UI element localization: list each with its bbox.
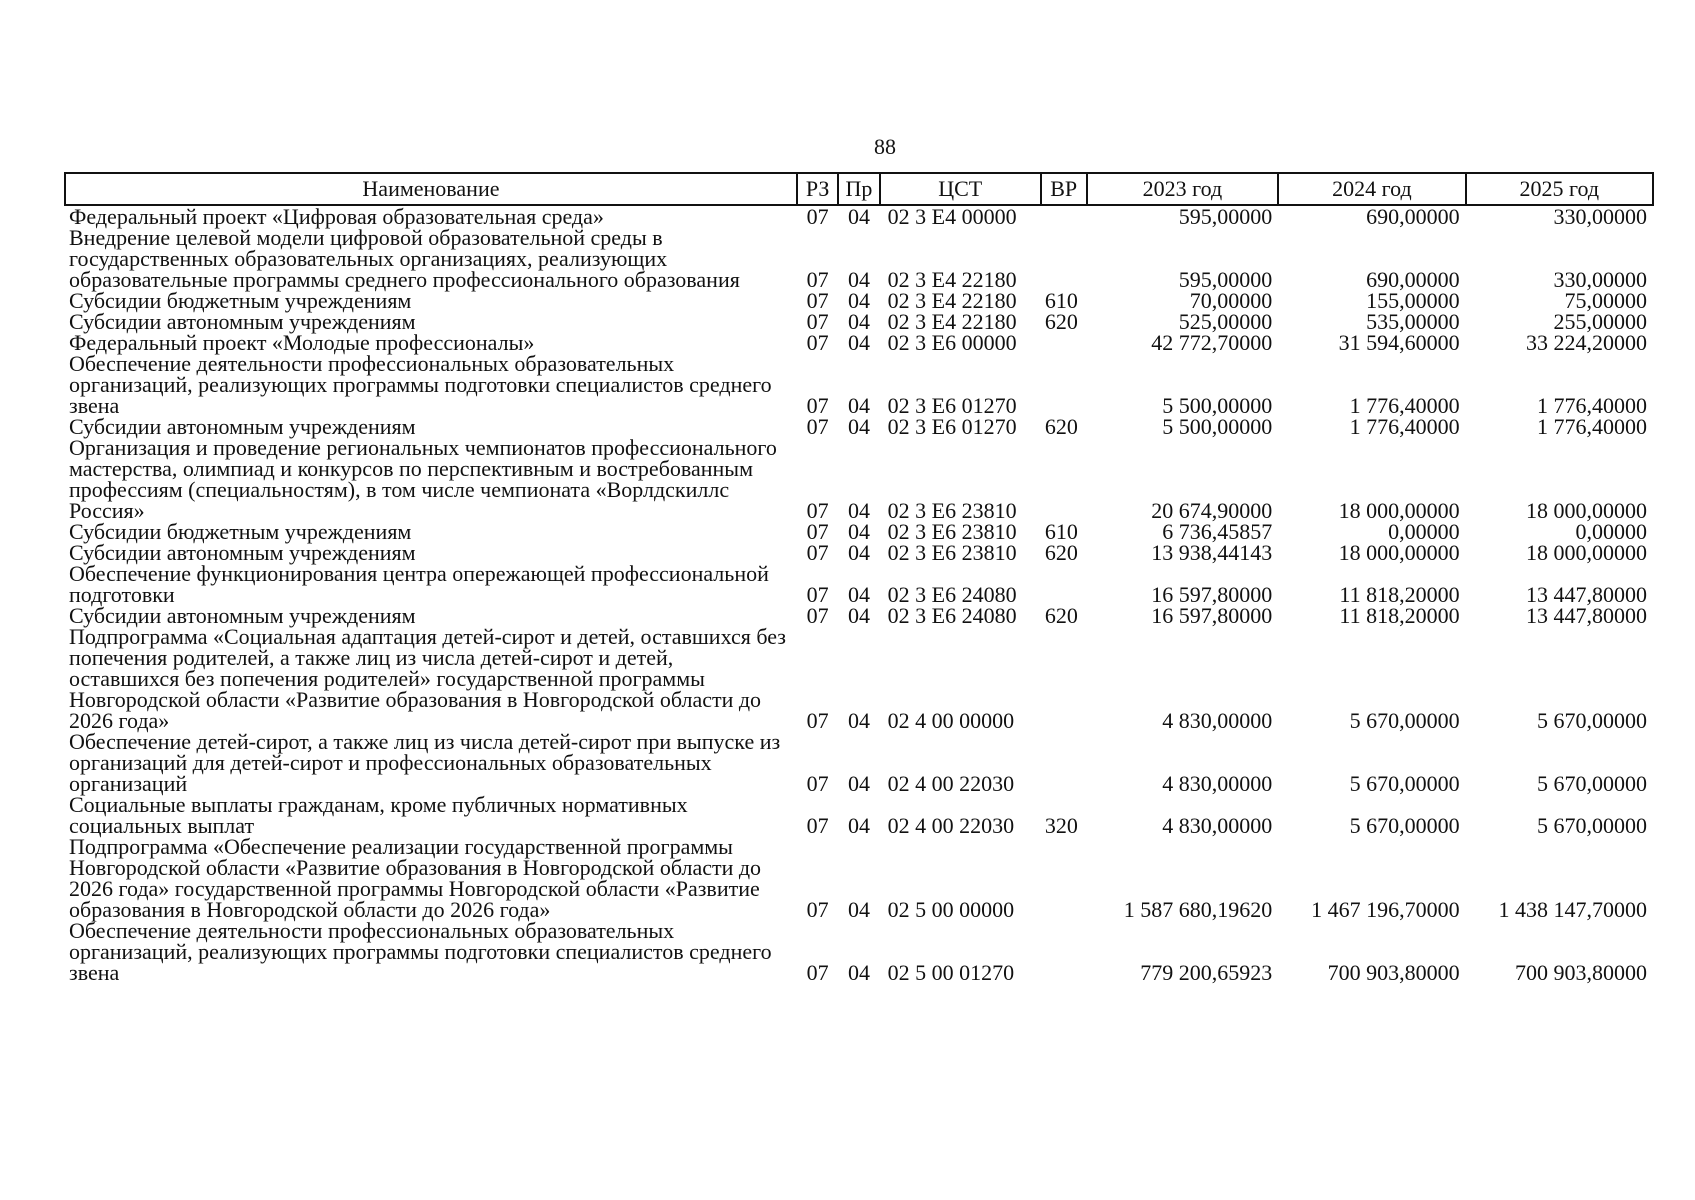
row-name: Субсидии автономным учреждениям: [69, 309, 416, 334]
row-value-2024: 1 776,40000: [1349, 393, 1460, 418]
row-vr: [1041, 920, 1087, 983]
table-header-row: [65, 173, 1653, 205]
table-row: [65, 920, 1653, 983]
col-header-name: Наименование: [65, 173, 797, 205]
row-cst: 02 4 00 22030: [887, 813, 1015, 838]
row-cst: 02 3 Е6 01270: [887, 393, 1017, 418]
row-pr: 04: [847, 309, 870, 334]
table-row: [65, 731, 1653, 794]
row-cst: 02 3 Е4 22180: [887, 288, 1017, 313]
row-vr: [1041, 437, 1087, 521]
row-cst: 02 3 Е6 00000: [887, 330, 1017, 355]
row-value-2023: 6 736,45857: [1162, 519, 1273, 544]
row-pr: 04: [847, 897, 870, 922]
row-value-2024: 5 670,00000: [1349, 708, 1460, 733]
row-value-2023: 5 500,00000: [1162, 414, 1273, 439]
row-value-2024: 5 670,00000: [1349, 813, 1460, 838]
row-name: Обеспечение деятельности профессиональных образовательных организаций, реализующих программы подготовки специалистов среднего звена: [69, 918, 772, 985]
row-pr: 04: [847, 498, 870, 523]
row-value-2024: 1 467 196,70000: [1311, 897, 1460, 922]
row-cst: 02 3 Е4 00000: [887, 204, 1017, 229]
row-value-2024: 690,00000: [1366, 267, 1460, 292]
row-rz: 07: [806, 519, 829, 544]
row-name: Субсидии автономным учреждениям: [69, 603, 416, 628]
row-cst: 02 3 Е6 24080: [887, 582, 1017, 607]
row-rz: 07: [806, 414, 829, 439]
row-value-2024: 18 000,00000: [1338, 540, 1460, 565]
table-row: [65, 521, 1653, 542]
row-vr: 620: [1044, 603, 1078, 628]
row-cst: 02 3 Е6 23810: [887, 540, 1017, 565]
row-cst: 02 3 Е6 01270: [887, 414, 1017, 439]
row-pr: 04: [847, 519, 870, 544]
row-name: Обеспечение деятельности профессиональных образовательных организаций, реализующих программы подготовки специалистов среднего звена: [69, 351, 772, 418]
row-name: Федеральный проект «Молодые профессионалы»: [69, 330, 535, 355]
row-name: Внедрение целевой модели цифровой образовательной среды в государственных образовательных организациях, реализующих образовательные программы среднего профессионального образования: [69, 225, 740, 292]
row-value-2023: 5 500,00000: [1162, 393, 1273, 418]
table-body: [65, 205, 1653, 983]
row-value-2024: 155,00000: [1366, 288, 1460, 313]
row-cst: 02 3 Е6 23810: [887, 519, 1017, 544]
col-header-rz: РЗ: [797, 173, 838, 205]
row-name: Подпрограмма «Обеспечение реализации государственной программы Новгородской области «Развитие образования в Новгородской области до 2026 года» государственной программы Новгородской области «Развитие образования в Новгородской области до 2026 года»: [69, 834, 762, 922]
row-cst: 02 5 00 00000: [887, 897, 1015, 922]
row-name: Организация и проведение региональных чемпионатов профессионального мастерства, олимпиад и конкурсов по перспективным и востребованным профессиям (специальностям), в том числе чемпионата «Ворлдскиллс Россия»: [69, 435, 777, 523]
row-value-2025: 5 670,00000: [1537, 708, 1647, 733]
row-vr: 610: [1044, 288, 1078, 313]
row-value-2023: 525,00000: [1178, 309, 1273, 334]
row-vr: 620: [1044, 414, 1078, 439]
row-vr: [1041, 205, 1087, 227]
row-name: Федеральный проект «Цифровая образовательная среда»: [69, 204, 604, 229]
row-value-2023: 16 597,80000: [1151, 603, 1273, 628]
row-rz: 07: [806, 498, 829, 523]
row-value-2025: 18 000,00000: [1526, 498, 1647, 523]
row-pr: 04: [847, 288, 870, 313]
row-value-2025: 330,00000: [1553, 267, 1647, 292]
col-header-cst: ЦСТ: [880, 173, 1041, 205]
row-pr: 04: [847, 603, 870, 628]
table-row: [65, 416, 1653, 437]
row-pr: 04: [847, 414, 870, 439]
row-pr: 04: [847, 204, 870, 229]
row-rz: 07: [806, 582, 829, 607]
table-row: [65, 626, 1653, 731]
row-value-2024: 700 903,80000: [1327, 960, 1460, 985]
row-value-2025: 0,00000: [1575, 519, 1647, 544]
row-value-2023: 70,00000: [1189, 288, 1273, 313]
row-value-2024: 11 818,20000: [1339, 603, 1460, 628]
table-row: [65, 332, 1653, 353]
row-vr: 620: [1044, 540, 1078, 565]
row-cst: 02 3 Е4 22180: [887, 309, 1017, 334]
page-number: 88: [874, 134, 896, 159]
row-pr: 04: [847, 330, 870, 355]
row-cst: 02 4 00 22030: [887, 771, 1015, 796]
row-value-2025: 5 670,00000: [1537, 813, 1647, 838]
row-name: Социальные выплаты гражданам, кроме публичных нормативных социальных выплат: [69, 792, 688, 838]
table-row: [65, 605, 1653, 626]
row-cst: 02 3 Е6 23810: [887, 498, 1017, 523]
row-name: Субсидии бюджетным учреждениям: [69, 288, 412, 313]
row-name: Субсидии бюджетным учреждениям: [69, 519, 412, 544]
row-value-2024: 18 000,00000: [1338, 498, 1460, 523]
row-rz: 07: [806, 603, 829, 628]
col-header-pr: Пр: [838, 173, 879, 205]
table-row: [65, 353, 1653, 416]
row-rz: 07: [806, 813, 829, 838]
table-row: [65, 542, 1653, 563]
row-value-2025: 5 670,00000: [1537, 771, 1647, 796]
row-rz: 07: [806, 960, 829, 985]
row-cst: 02 3 Е4 22180: [887, 267, 1017, 292]
row-pr: 04: [847, 771, 870, 796]
row-value-2025: 13 447,80000: [1526, 603, 1647, 628]
row-value-2025: 700 903,80000: [1515, 960, 1647, 985]
row-value-2023: 595,00000: [1178, 267, 1273, 292]
row-value-2025: 18 000,00000: [1526, 540, 1647, 565]
row-rz: 07: [806, 267, 829, 292]
row-value-2025: 330,00000: [1553, 204, 1647, 229]
row-value-2023: 4 830,00000: [1162, 813, 1273, 838]
row-value-2025: 33 224,20000: [1526, 330, 1647, 355]
row-value-2023: 595,00000: [1178, 204, 1273, 229]
table-row: [65, 205, 1653, 227]
row-value-2023: 4 830,00000: [1162, 708, 1273, 733]
budget-table: [64, 172, 1654, 983]
row-pr: 04: [847, 960, 870, 985]
row-value-2025: 1 776,40000: [1537, 414, 1647, 439]
table-row: [65, 437, 1653, 521]
row-cst: 02 3 Е6 24080: [887, 603, 1017, 628]
table-row: [65, 794, 1653, 836]
row-pr: 04: [847, 393, 870, 418]
row-rz: 07: [806, 204, 829, 229]
row-value-2025: 75,00000: [1564, 288, 1647, 313]
table-row: [65, 290, 1653, 311]
row-name: Субсидии автономным учреждениям: [69, 540, 416, 565]
row-rz: 07: [806, 771, 829, 796]
table-row: [65, 227, 1653, 290]
row-vr: [1041, 626, 1087, 731]
row-vr: [1041, 332, 1087, 353]
row-value-2023: 42 772,70000: [1151, 330, 1273, 355]
row-value-2024: 1 776,40000: [1349, 414, 1460, 439]
table-row: [65, 836, 1653, 920]
row-value-2024: 11 818,20000: [1339, 582, 1460, 607]
row-vr: [1041, 227, 1087, 290]
col-header-vr: ВР: [1041, 173, 1087, 205]
row-value-2024: 535,00000: [1366, 309, 1460, 334]
row-pr: 04: [847, 540, 870, 565]
row-rz: 07: [806, 708, 829, 733]
row-cst: 02 5 00 01270: [887, 960, 1015, 985]
row-value-2025: 13 447,80000: [1526, 582, 1647, 607]
row-rz: 07: [806, 330, 829, 355]
row-pr: 04: [847, 582, 870, 607]
row-name: Субсидии автономным учреждениям: [69, 414, 416, 439]
table-row: [65, 311, 1653, 332]
row-name: Обеспечение детей-сирот, а также лиц из числа детей-сирот при выпуске из организаций для детей-сирот и профессиональных образовательных организаций: [69, 729, 781, 796]
row-vr: [1041, 731, 1087, 794]
row-rz: 07: [806, 540, 829, 565]
row-rz: 07: [806, 393, 829, 418]
row-value-2023: 20 674,90000: [1151, 498, 1273, 523]
row-rz: 07: [806, 897, 829, 922]
row-value-2024: 5 670,00000: [1349, 771, 1460, 796]
row-value-2023: 1 587 680,19620: [1123, 897, 1273, 922]
row-pr: 04: [847, 267, 870, 292]
row-rz: 07: [806, 288, 829, 313]
row-value-2023: 16 597,80000: [1151, 582, 1273, 607]
row-vr: 610: [1044, 519, 1078, 544]
row-name: Обеспечение функционирования центра опережающей профессиональной подготовки: [69, 561, 769, 607]
row-vr: [1041, 353, 1087, 416]
row-value-2023: 4 830,00000: [1162, 771, 1273, 796]
row-vr: 320: [1044, 813, 1078, 838]
row-vr: 620: [1044, 309, 1078, 334]
row-value-2023: 779 200,65923: [1140, 960, 1273, 985]
row-value-2024: 31 594,60000: [1338, 330, 1460, 355]
col-header-2023: 2023 год: [1087, 173, 1279, 205]
row-name: Подпрограмма «Социальная адаптация детей-сирот и детей, оставшихся без попечения родителей, а также лиц из числа детей-сирот и детей, оставшихся без попечения родителей» государственной программы Новгородской области «Развитие образования в Новгородской области до 2026 года»: [69, 624, 786, 733]
row-value-2025: 1 776,40000: [1537, 393, 1647, 418]
row-pr: 04: [847, 708, 870, 733]
col-header-2025: 2025 год: [1466, 173, 1653, 205]
row-value-2025: 255,00000: [1553, 309, 1647, 334]
row-value-2024: 0,00000: [1388, 519, 1460, 544]
row-cst: 02 4 00 00000: [887, 708, 1015, 733]
row-rz: 07: [806, 309, 829, 334]
table-row: [65, 563, 1653, 605]
row-vr: [1041, 836, 1087, 920]
col-header-2024: 2024 год: [1278, 173, 1465, 205]
row-vr: [1041, 563, 1087, 605]
row-value-2024: 690,00000: [1366, 204, 1460, 229]
row-pr: 04: [847, 813, 870, 838]
row-value-2023: 13 938,44143: [1151, 540, 1273, 565]
row-value-2025: 1 438 147,70000: [1498, 897, 1647, 922]
